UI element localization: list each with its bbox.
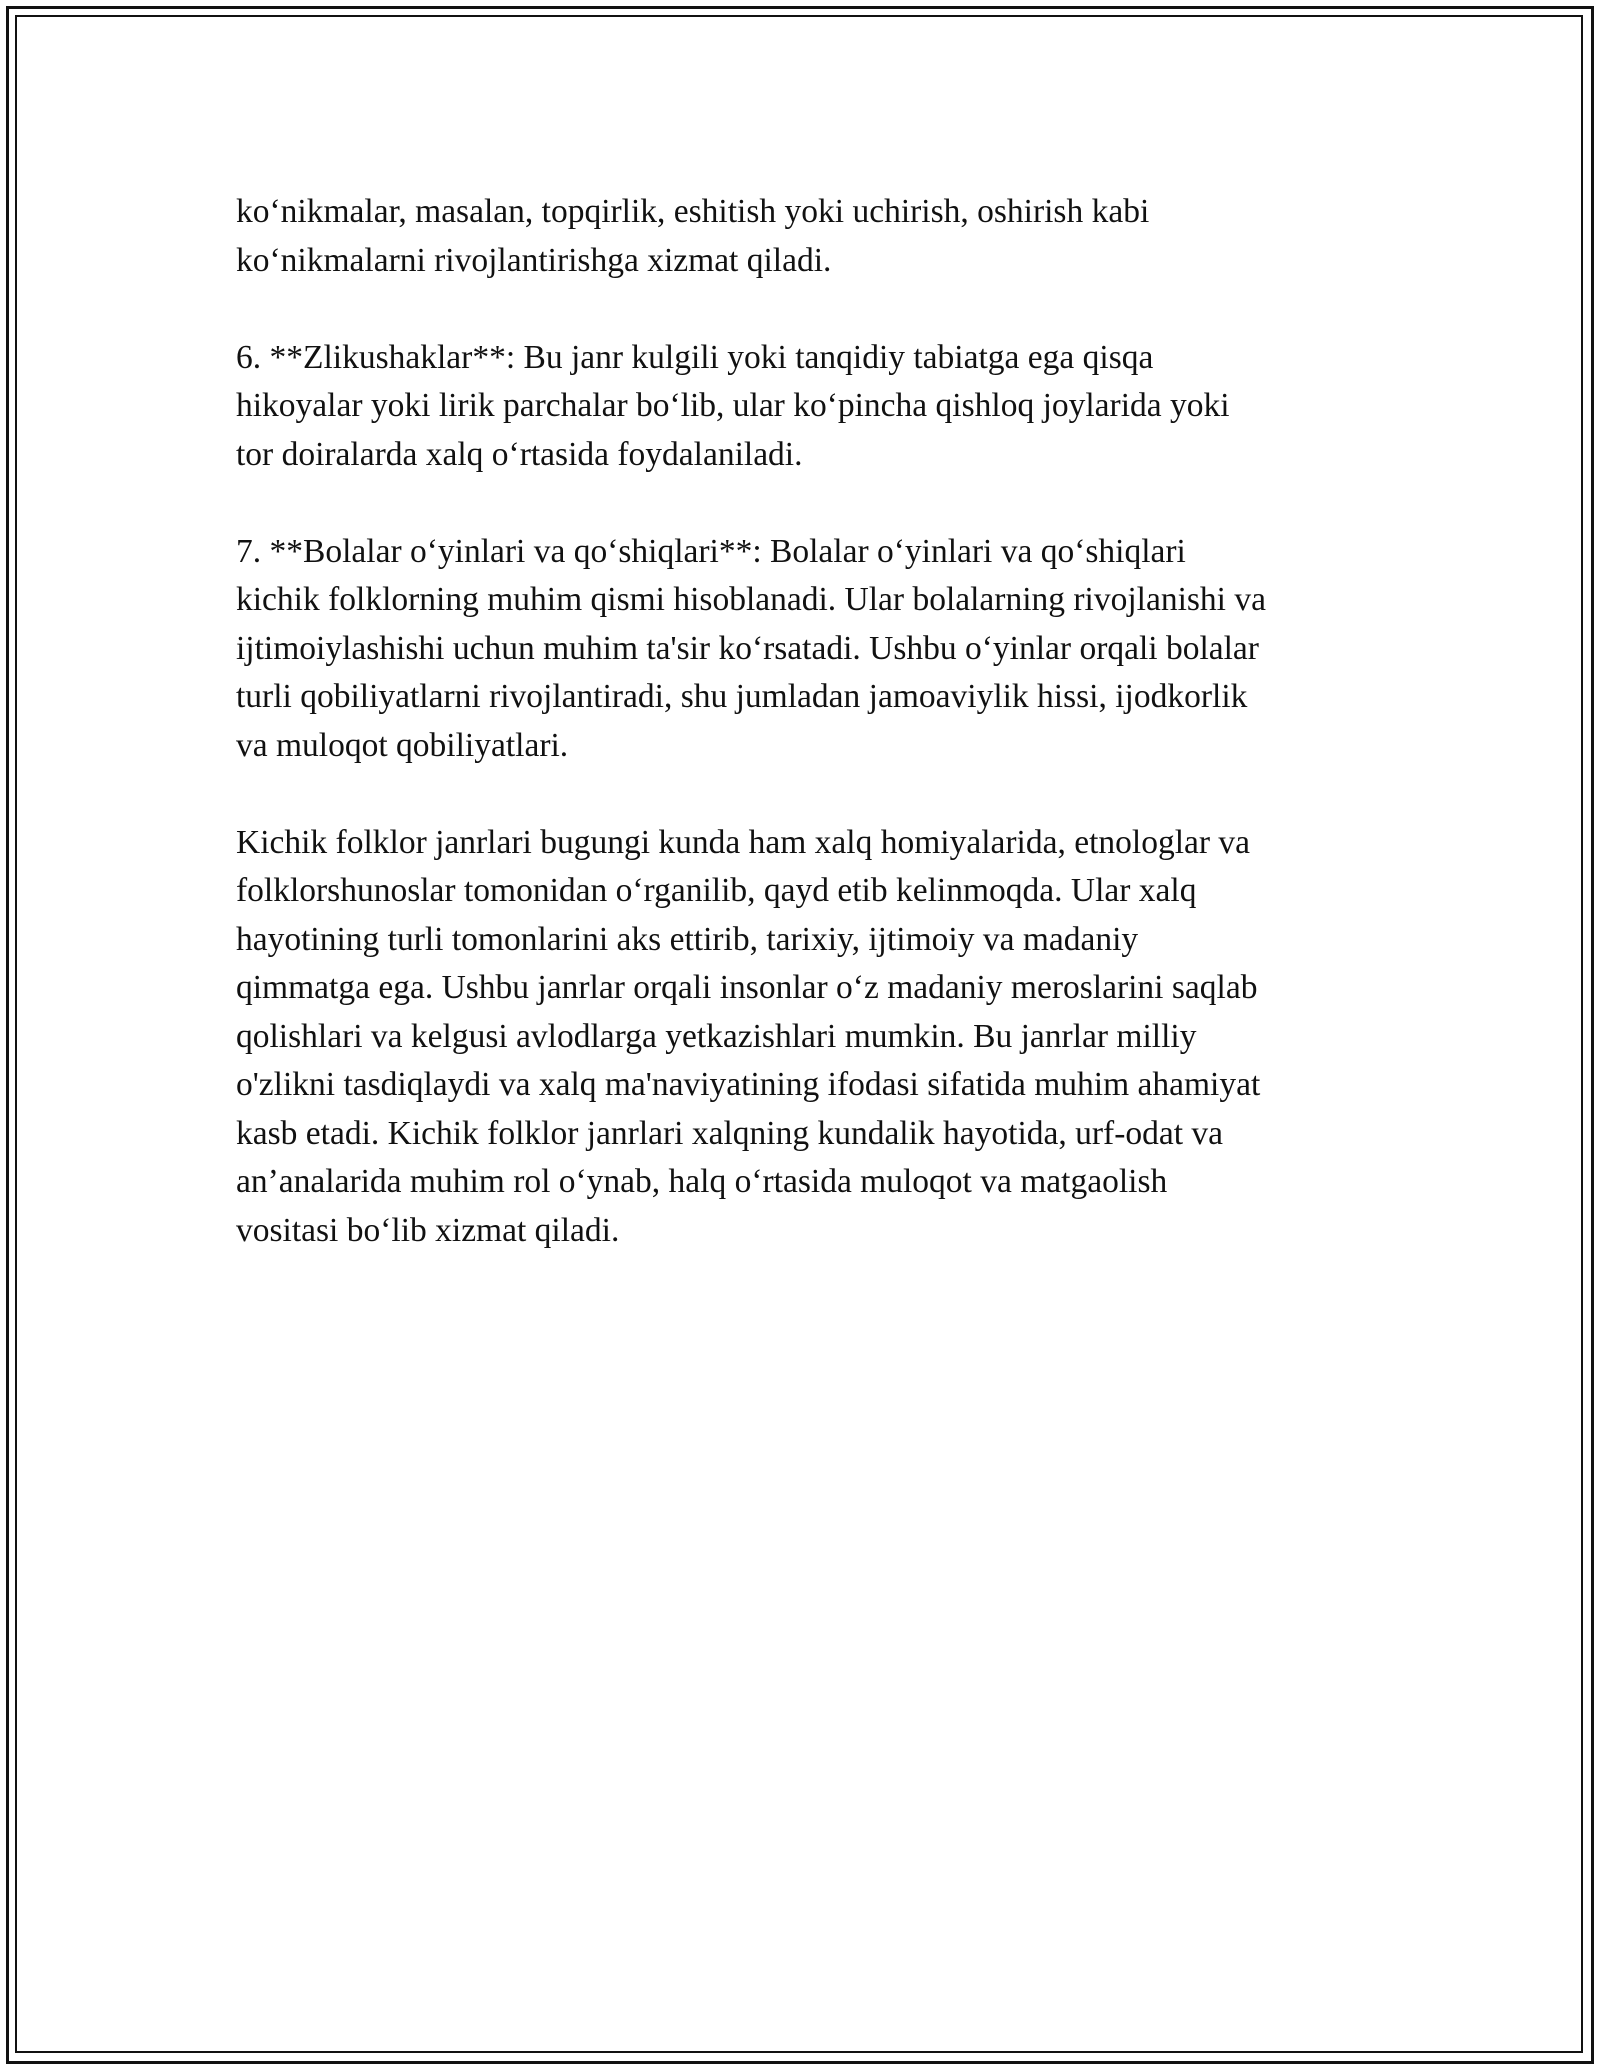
text-line: Kichik folklor janrlari bugungi kunda ham xalq homiyalarida, etnologlar va bbox=[236, 823, 1251, 861]
text-line: tor doiralarda xalq o‘rtasida foydalaniladi. bbox=[236, 435, 803, 473]
document-body bbox=[236, 188, 1386, 1304]
text-line: kichik folklorning muhim qismi hisoblanadi. Ular bolalarning rivojlanishi va bbox=[236, 581, 1266, 618]
text-line: kasb etadi. Kichik folklor janrlari xalqning kundalik hayotida, urf-odat va bbox=[236, 1114, 1224, 1152]
text-line: hikoyalar yoki lirik parchalar bo‘lib, ular ko‘pincha qishloq joylarida yoki bbox=[236, 387, 1230, 424]
paragraph-skills-continuation bbox=[236, 188, 1386, 285]
text-line: an’analarida muhim rol o‘ynab, halq o‘rtasida muloqot va matgaolish bbox=[236, 1163, 1168, 1200]
text-line: ijtimoiylashishi uchun muhim ta'sir ko‘rsatadi. Ushbu o‘yinlar orqali bolalar bbox=[236, 629, 1259, 667]
text-line: hayotining turli tomonlarini aks ettirib, tarixiy, ijtimoiy va madaniy bbox=[236, 920, 1139, 958]
text-line: ko‘nikmalarni rivojlantirishga xizmat qiladi. bbox=[236, 241, 832, 279]
text-line: turli qobiliyatlarni rivojlantiradi, shu jumladan jamoaviylik hissi, ijodkorlik bbox=[236, 678, 1248, 715]
paragraph-item-6 bbox=[236, 334, 1386, 480]
text-line: folklorshunoslar tomonidan o‘rganilib, qayd etib kelinmoqda. Ular xalq bbox=[236, 872, 1197, 909]
paragraph-item-7 bbox=[236, 528, 1386, 771]
text-line: 7. **Bolalar o‘yinlari va qo‘shiqlari**: Bolalar o‘yinlari va qo‘shiqlari bbox=[236, 532, 1186, 570]
text-line: 6. **Zlikushaklar**: Bu janr kulgili yoki tanqidiy tabiatga ega qisqa bbox=[236, 338, 1154, 376]
text-line: vositasi bo‘lib xizmat qiladi. bbox=[236, 1211, 620, 1249]
text-line: ko‘nikmalar, masalan, topqirlik, eshitish yoki uchirish, oshirish kabi bbox=[236, 193, 1150, 230]
text-line: va muloqot qobiliyatlari. bbox=[236, 726, 569, 764]
text-line: qimmatga ega. Ushbu janrlar orqali insonlar o‘z madaniy meroslarini saqlab bbox=[236, 969, 1258, 1006]
paragraph-conclusion bbox=[236, 819, 1386, 1256]
text-line: o'zlikni tasdiqlaydi va xalq ma'naviyatining ifodasi sifatida muhim ahamiyat bbox=[236, 1066, 1261, 1103]
text-line: qolishlari va kelgusi avlodlarga yetkazishlari mumkin. Bu janrlar milliy bbox=[236, 1017, 1197, 1055]
